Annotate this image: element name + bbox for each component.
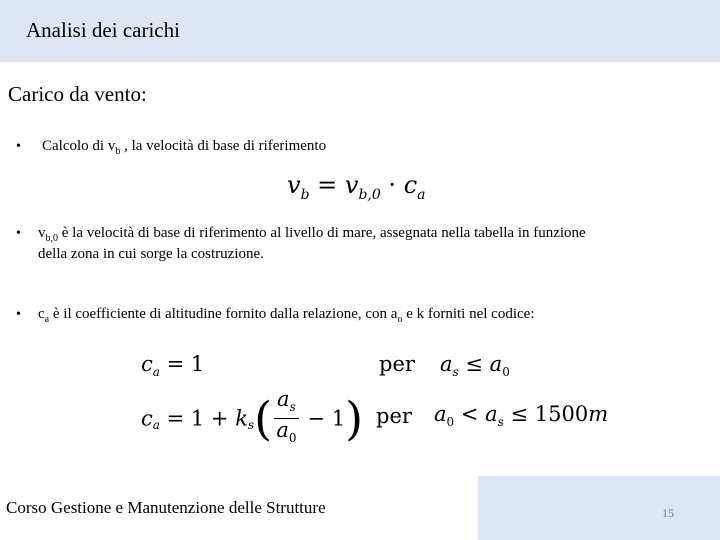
bullet-2-text: $v_{b,0}$ è la velocità di base di riferimento al livello di mare, assegnata nella tabella in funzione [38,225,586,244]
footer-course-title: Corso Gestione e Manutenzione delle Strutture [6,498,326,517]
bullet-1-text: Calcolo di $v_b$ , la velocità di base di riferimento [42,138,327,157]
fraction-as-a0: $\frac{a_s}{a_0}$ [274,388,299,449]
section-title: Carico da vento: [8,82,147,106]
bullet-3-text: $c_a$ è il coefficiente di altitudine fornito dalla relazione, con $a_o$ e k forniti nel codice: [38,306,535,325]
bullet-dot: • [16,307,21,322]
page-number: 15 [662,506,674,520]
bullet-dot: • [16,226,21,241]
bullet-dot: • [16,139,21,154]
equation-vb: $v_b = v_{b,0} \cdot c_a$ [287,171,426,203]
equation-row2-per: per [376,404,412,428]
bullet-3 [16,305,716,327]
equation-row1-condition: $a_s \le a_0$ [440,352,510,379]
bullet-1 [16,137,706,159]
equation-row2-condition: $a_0 < a_s \le 1500m$ [434,402,609,429]
equation-row1-per: per [379,352,415,376]
bullet-2 [16,224,716,266]
bullet-2-text-line2: della zona in cui sorge la costruzione. [38,246,264,262]
slide-title: Analisi dei carichi [26,18,180,42]
equation-ca-row1: $c_a = 1$ [141,352,205,379]
equation-ca-row2: $c_a = 1 + k_s$( $\frac{a_s}{a_0}$ − 1) [141,388,363,449]
